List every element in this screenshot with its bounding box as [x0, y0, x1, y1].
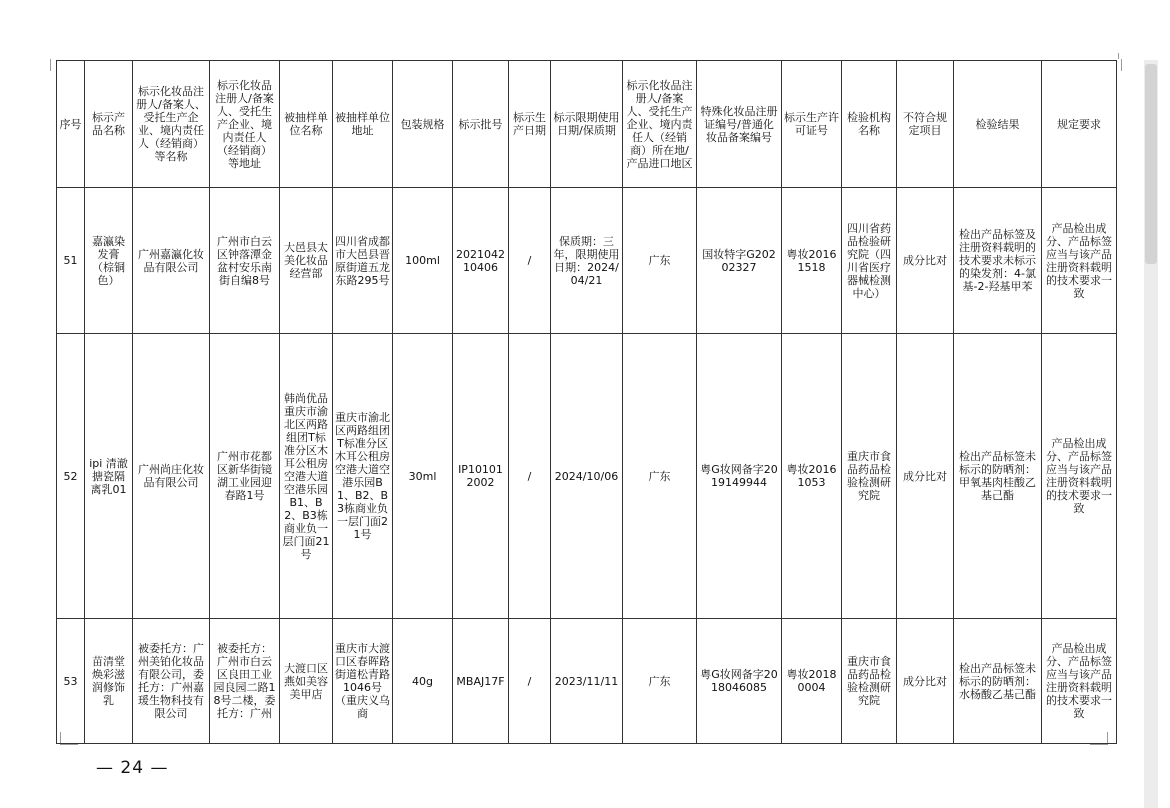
table-cell: 重庆市渝北区两路组团T标准分区木耳公租房空港大道空港乐园B1、B2、B3栋商业负一层门面21号: [333, 334, 393, 619]
table-cell: 检出产品标签未标示的防晒剂：甲氧基肉桂酸乙基己酯: [954, 334, 1042, 619]
table-cell: 产品检出成分、产品标签应当与该产品注册资料载明的技术要求一致: [1042, 188, 1117, 334]
table-cell: /: [509, 188, 551, 334]
table-cell: 重庆市食品药品检验检测研究院: [842, 619, 897, 744]
header-cell: 序号: [57, 61, 85, 188]
header-cell: 标示产品名称: [85, 61, 133, 188]
table-cell: 国妆特字G20202327: [697, 188, 782, 334]
crop-mark: [50, 59, 51, 71]
table-cell: IP101012002: [453, 334, 509, 619]
table-cell: 被委托方：广州美铂化妆品有限公司，委托方：广州嘉瑗生物科技有限公司: [133, 619, 210, 744]
table-cell: 大邑县太美化妆品经营部: [280, 188, 333, 334]
table-cell: 广东: [623, 619, 697, 744]
table-row: [57, 619, 1117, 744]
table-cell: 产品检出成分、产品标签应当与该产品注册资料载明的技术要求一致: [1042, 619, 1117, 744]
page-number: — 24 —: [96, 758, 169, 778]
table-cell: 广州嘉瀛化妆品有限公司: [133, 188, 210, 334]
table-cell: /: [509, 334, 551, 619]
header-cell: 标示生产日期: [509, 61, 551, 188]
table-cell: 粤妆20161053: [782, 334, 842, 619]
table-cell: 广州尚庄化妆品有限公司: [133, 334, 210, 619]
table-row: [57, 188, 1117, 334]
table-cell: 苗清堂焕彩滋润修饰乳: [85, 619, 133, 744]
table-cell: 四川省成都市大邑县晋原街道五龙东路295号: [333, 188, 393, 334]
scrollbar-thumb[interactable]: [1145, 64, 1157, 264]
header-cell: 标示生产许可证号: [782, 61, 842, 188]
header-cell: 标示化妆品注册人/备案人、受托生产企业、境内责任人（经销商）所在地/产品进口地区: [623, 61, 697, 188]
crop-mark: [1121, 59, 1122, 71]
table-cell: 粤G妆网备字2018046085: [697, 619, 782, 744]
table-cell: 嘉瀛染发膏（棕铜色）: [85, 188, 133, 334]
header-cell: 检验结果: [954, 61, 1042, 188]
table-cell: 粤妆20180004: [782, 619, 842, 744]
table-cell: 成分比对: [897, 334, 954, 619]
table-cell: 检出产品标签未标示的防晒剂：水杨酸乙基己酯: [954, 619, 1042, 744]
header-cell: 不符合规定项目: [897, 61, 954, 188]
crop-mark: [60, 744, 78, 745]
header-cell: 标示限期使用日期/保质期: [551, 61, 623, 188]
table-cell: 202104210406: [453, 188, 509, 334]
table-cell: 韩尚优品重庆市渝北区两路组团T标准分区木耳公租房空港大道空港乐园B1、B2、B3栋商业负一层门面21号: [280, 334, 333, 619]
table-cell: 重庆市食品药品检验检测研究院: [842, 334, 897, 619]
table-cell: 重庆市大渡口区春晖路街道松青路1046号（重庆义乌商: [333, 619, 393, 744]
table-cell: 粤G妆网备字2019149944: [697, 334, 782, 619]
table-cell: MBAJ17F: [453, 619, 509, 744]
table-cell: /: [509, 619, 551, 744]
table-cell: 产品检出成分、产品标签应当与该产品注册资料载明的技术要求一致: [1042, 334, 1117, 619]
table-cell: 成分比对: [897, 188, 954, 334]
crop-mark: [1118, 53, 1119, 59]
inspection-results-table: [56, 60, 1117, 744]
table-cell: 广东: [623, 334, 697, 619]
table-cell: 广州市花都区新华街镜湖工业园迎春路1号: [210, 334, 280, 619]
table-row: [57, 334, 1117, 619]
header-cell: 包装规格: [393, 61, 453, 188]
table-cell: 52: [57, 334, 85, 619]
header-cell: 标示批号: [453, 61, 509, 188]
table-cell: 大渡口区燕如美容美甲店: [280, 619, 333, 744]
table-cell: 广东: [623, 188, 697, 334]
table-cell: 2023/11/11: [551, 619, 623, 744]
table-cell: 广州市白云区钟落潭金盆村安乐南街自编8号: [210, 188, 280, 334]
table-cell: 成分比对: [897, 619, 954, 744]
header-cell: 规定要求: [1042, 61, 1117, 188]
table-cell: ipi 清澈搪瓷隔离乳01: [85, 334, 133, 619]
table-cell: 粤妆20161518: [782, 188, 842, 334]
table-cell: 30ml: [393, 334, 453, 619]
table-cell: 51: [57, 188, 85, 334]
table-cell: 保质期：三年，限期使用日期：2024/04/21: [551, 188, 623, 334]
table-cell: 40g: [393, 619, 453, 744]
header-cell: 标示化妆品注册人/备案人、受托生产企业、境内责任人（经销商）等名称: [133, 61, 210, 188]
header-cell: 检验机构名称: [842, 61, 897, 188]
table-cell: 53: [57, 619, 85, 744]
header-cell: 特殊化妆品注册证编号/普通化妆品备案编号: [697, 61, 782, 188]
table-cell: 检出产品标签及注册资料载明的技术要求未标示的染发剂：4-氯基-2-羟基甲苯: [954, 188, 1042, 334]
table-cell: 100ml: [393, 188, 453, 334]
header-cell: 标示化妆品注册人/备案人、受托生产企业、境内责任人（经销商）等地址: [210, 61, 280, 188]
table-cell: 四川省药品检验研究院（四川省医疗器械检测中心）: [842, 188, 897, 334]
crop-mark: [1090, 744, 1108, 745]
table-cell: 被委托方：广州市白云区良田工业园良园二路18号二楼，委托方：广州: [210, 619, 280, 744]
header-cell: 被抽样单位地址: [333, 61, 393, 188]
table-header-row: [57, 61, 1117, 188]
table-cell: 2024/10/06: [551, 334, 623, 619]
header-cell: 被抽样单位名称: [280, 61, 333, 188]
